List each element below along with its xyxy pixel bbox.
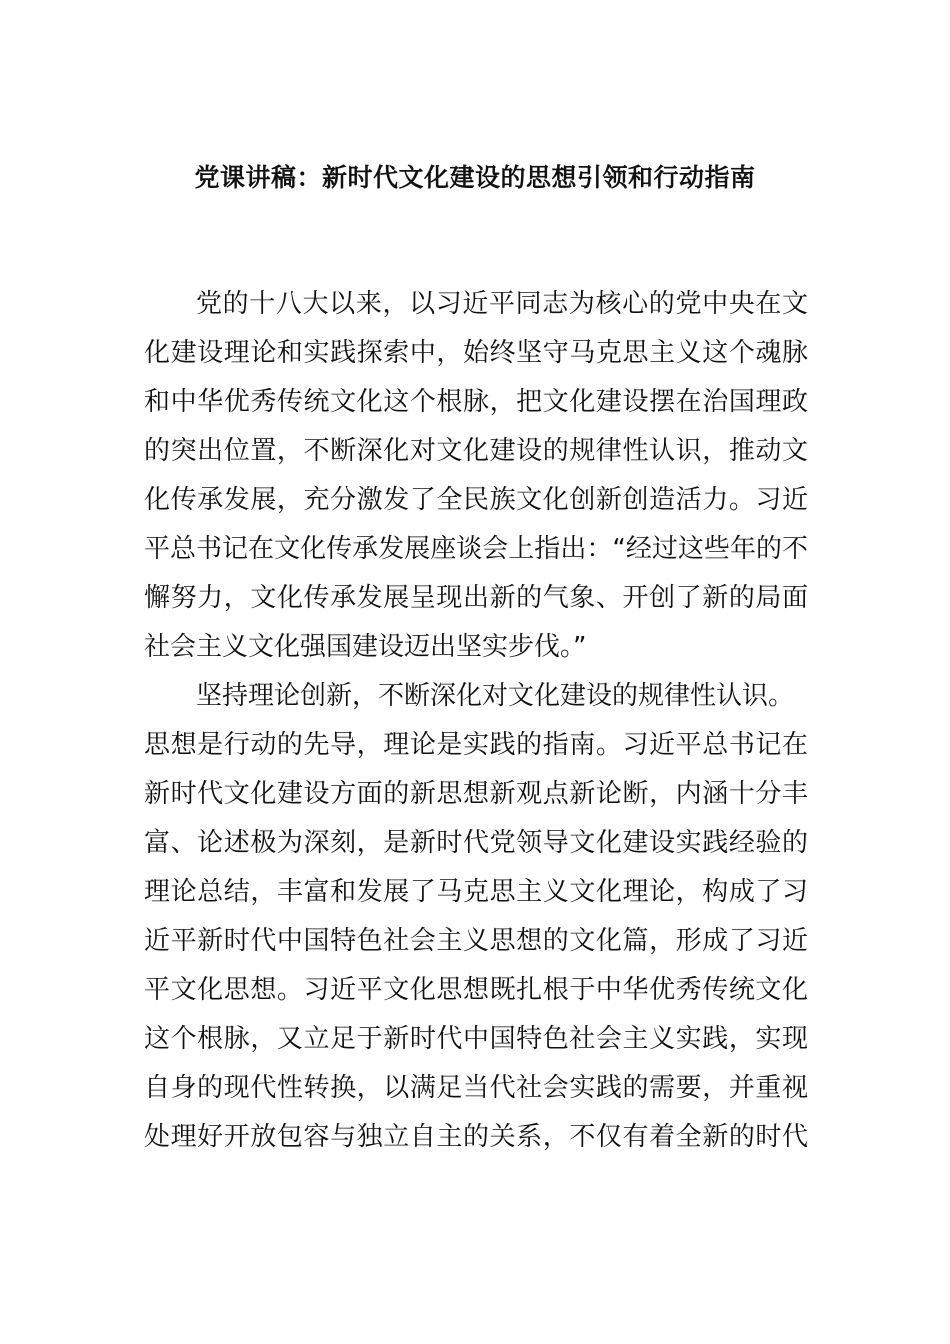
paragraph-3-line-8: 自身的现代性转换，以满足当代社会实践的需要，并重视 (144, 1073, 808, 1103)
paragraph-1-line-3: 和中华优秀传统文化这个根脉，把文化建设摆在治国理政 (144, 387, 808, 417)
paragraph-3-line-1: 思想是行动的先导，理论是实践的指南。习近平总书记在 (144, 730, 808, 760)
paragraph-1-line-5: 化传承发展，充分激发了全民族文化创新创造活力。习近 (144, 485, 808, 515)
paragraph-3-line-3: 富、论述极为深刻，是新时代党领导文化建设实践经验的 (144, 828, 808, 858)
paragraph-3-line-7: 这个根脉，又立足于新时代中国特色社会主义实践，实现 (144, 1024, 808, 1054)
paragraph-3-line-9: 处理好开放包容与独立自主的关系，不仅有着全新的时代 (144, 1122, 808, 1152)
document-title: 党课讲稿：新时代文化建设的思想引领和行动指南 (194, 163, 756, 192)
paragraph-1-line-6: 平总书记在文化传承发展座谈会上指出：“经过这些年的不 (144, 534, 808, 564)
paragraph-3-line-5: 近平新时代中国特色社会主义思想的文化篇，形成了习近 (144, 926, 808, 956)
paragraph-3-line-4: 理论总结，丰富和发展了马克思主义文化理论，构成了习 (144, 877, 808, 907)
paragraph-1-line-2: 化建设理论和实践探索中，始终坚守马克思主义这个魂脉 (144, 338, 808, 368)
paragraph-3-line-2: 新时代文化建设方面的新思想新观点新论断，内涵十分丰 (144, 779, 808, 809)
paragraph-2-line-1: 坚持理论创新，不断深化对文化建设的规律性认识。 (196, 681, 795, 711)
paragraph-3-line-6: 平文化思想。习近平文化思想既扎根于中华优秀传统文化 (144, 975, 808, 1005)
paragraph-1-line-1: 党的十八大以来，以习近平同志为核心的党中央在文 (196, 289, 808, 319)
paragraph-1-line-4: 的突出位置，不断深化对文化建设的规律性认识，推动文 (144, 436, 808, 466)
paragraph-1-line-7: 懈努力，文化传承发展呈现出新的气象、开创了新的局面 (144, 583, 808, 613)
paragraph-1-line-8: 社会主义文化强国建设迈出坚实步伐。” (144, 632, 587, 662)
